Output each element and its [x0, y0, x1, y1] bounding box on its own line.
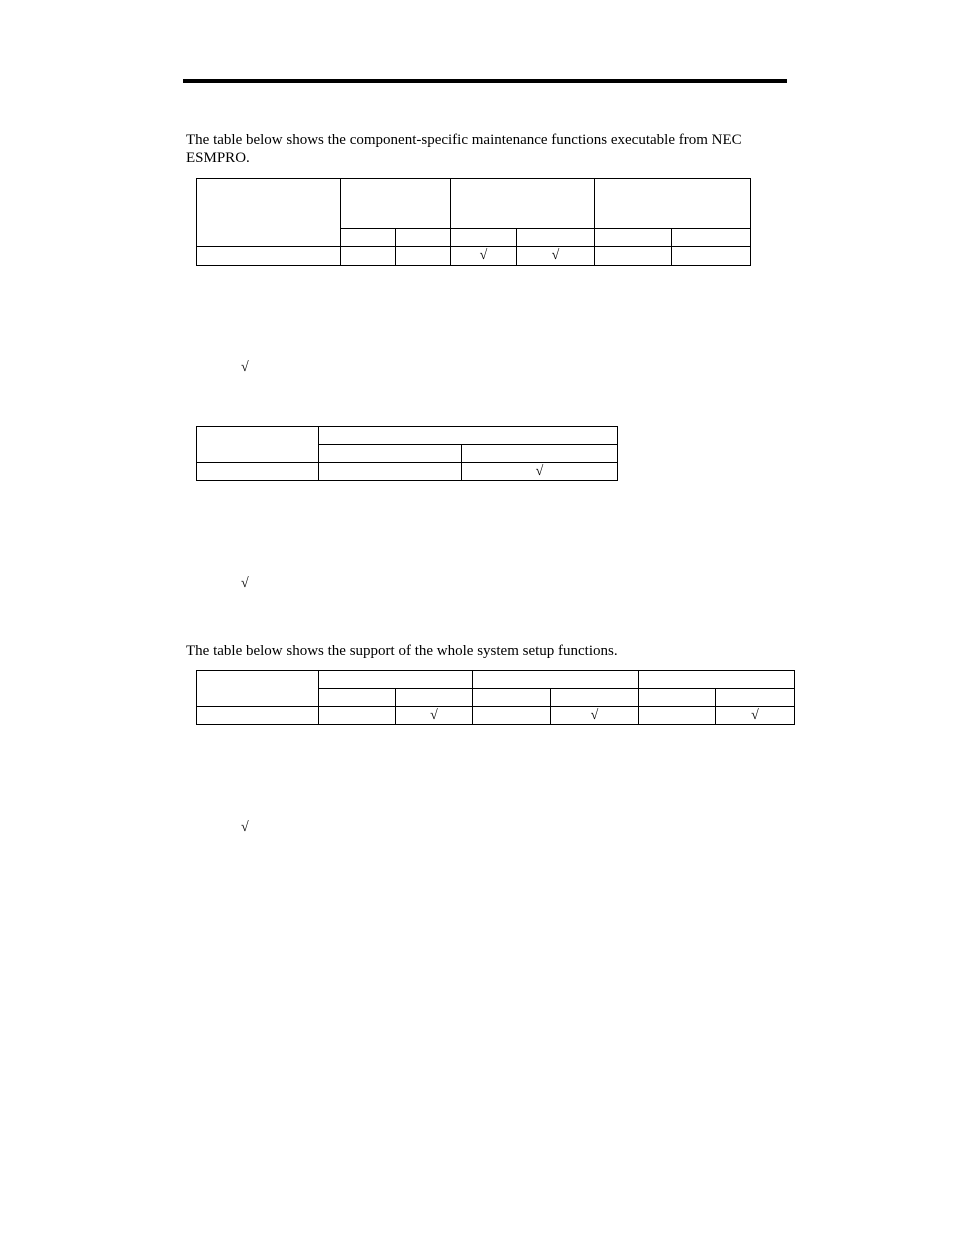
table-cell: [639, 689, 716, 707]
section1-intro-line1: The table below shows the component-specific maintenance functions executable from NEC: [186, 132, 742, 148]
section1-intro-line2: ESMPRO.: [186, 150, 250, 166]
table-cell: √: [716, 707, 795, 725]
table-cell: [595, 179, 751, 229]
table-cell: [197, 463, 319, 481]
section3-intro: The table below shows the support of the whole system setup functions.: [186, 643, 618, 659]
table-cell: [672, 247, 751, 266]
table-cell: [197, 179, 341, 247]
table-cell: [319, 671, 473, 689]
header-rule: [183, 79, 787, 83]
table-cell: [319, 689, 396, 707]
table-cell: √: [451, 247, 517, 266]
system-setup-table: [196, 670, 795, 725]
table-row: [197, 247, 751, 266]
table-cell: [551, 689, 639, 707]
table-cell: [396, 229, 451, 247]
table-cell: √: [517, 247, 595, 266]
table-cell: [595, 229, 672, 247]
table-cell: [517, 229, 595, 247]
table-cell: [197, 427, 319, 463]
table-cell: [396, 247, 451, 266]
table-cell: [451, 179, 595, 229]
table-cell: √: [551, 707, 639, 725]
table-row: [197, 463, 618, 481]
component-maintenance-table: [196, 178, 751, 266]
table-cell: [451, 229, 517, 247]
section1-note-mark: √: [241, 360, 249, 375]
table-cell: [595, 247, 672, 266]
table-cell: √: [396, 707, 473, 725]
table-cell: [473, 671, 639, 689]
section3-note-mark: √: [241, 820, 249, 835]
section2-note-mark: √: [241, 576, 249, 591]
table-cell: [341, 179, 451, 229]
table-cell: [639, 671, 795, 689]
table-cell: [396, 689, 473, 707]
section2-table: [196, 426, 618, 481]
table-cell: [319, 445, 462, 463]
table-cell: [319, 427, 618, 445]
table-row: [197, 707, 795, 725]
table-cell: [197, 671, 319, 707]
table-cell: [716, 689, 795, 707]
table-cell: √: [462, 463, 618, 481]
table-cell: [319, 707, 396, 725]
table-cell: [639, 707, 716, 725]
table-cell: [319, 463, 462, 481]
table-cell: [341, 247, 396, 266]
table-cell: [473, 689, 551, 707]
table-cell: [473, 707, 551, 725]
table-cell: [197, 707, 319, 725]
table-cell: [341, 229, 396, 247]
table-cell: [672, 229, 751, 247]
table-cell: [462, 445, 618, 463]
table-cell: [197, 247, 341, 266]
